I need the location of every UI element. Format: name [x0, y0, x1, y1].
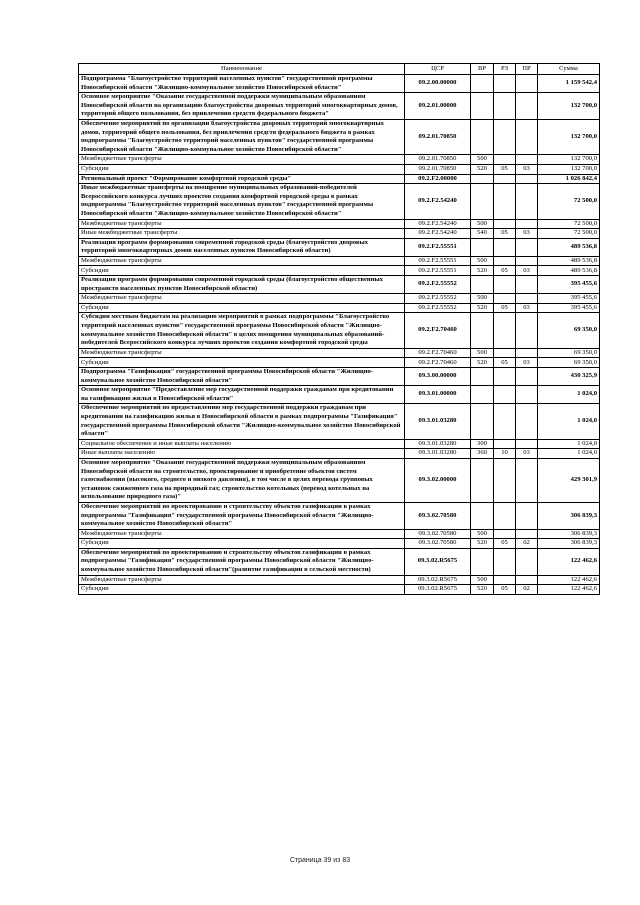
header-pr: ПР [516, 64, 538, 75]
cell-sum: 1 024,0 [538, 449, 600, 459]
table-row [79, 548, 600, 575]
cell-name: Подпрограмма "Газификация" государственной программы Новосибирской области "Жилищно-коммунальное хозяйство Новосибирской области" [79, 368, 405, 386]
cell-name: Реализация программ формирования современной городской среды (благоустройство дворовых территорий многоквартирных домов населенных пунктов Новосибирской области) [79, 238, 405, 256]
cell-vr: 500 [471, 294, 494, 304]
cell-csr: 09.3.01.03280 [405, 439, 471, 449]
cell-rz: 05 [494, 266, 516, 276]
cell-csr: 09.2.F2.54240 [405, 184, 471, 219]
cell-name: Межбюджетные трансферты [79, 155, 405, 165]
table-row [79, 238, 600, 256]
cell-pr [516, 386, 538, 404]
header-name: Наименование [79, 64, 405, 75]
cell-vr: 520 [471, 303, 494, 313]
cell-rz: 05 [494, 303, 516, 313]
cell-sum: 132 700,0 [538, 119, 600, 154]
cell-vr: 520 [471, 585, 494, 595]
cell-sum: 1 024,0 [538, 386, 600, 404]
cell-sum: 395 455,6 [538, 276, 600, 294]
table-row [79, 404, 600, 439]
cell-csr: 09.3.02.R5675 [405, 548, 471, 575]
cell-rz: 05 [494, 164, 516, 174]
cell-name: Основное мероприятие "Предоставление мер государственной поддержки гражданам при кредитовании на газификацию жилья в Новосибирской области" [79, 386, 405, 404]
cell-name: Субсидии [79, 303, 405, 313]
table-header-row [79, 64, 600, 75]
cell-vr [471, 458, 494, 502]
cell-sum: 69 350,0 [538, 348, 600, 358]
table-row [79, 164, 600, 174]
cell-vr [471, 238, 494, 256]
cell-rz [494, 575, 516, 585]
cell-csr: 09.3.02.R5675 [405, 575, 471, 585]
cell-name: Субсидии [79, 358, 405, 368]
cell-name: Региональный проект "Формирование комфортной городской среды" [79, 174, 405, 184]
cell-csr: 09.2.F2.00000 [405, 174, 471, 184]
cell-rz [494, 548, 516, 575]
cell-pr [516, 548, 538, 575]
cell-rz: 05 [494, 539, 516, 549]
cell-rz [494, 386, 516, 404]
cell-pr [516, 458, 538, 502]
cell-pr [516, 439, 538, 449]
table-row [79, 256, 600, 266]
cell-pr [516, 238, 538, 256]
cell-sum: 1 026 842,4 [538, 174, 600, 184]
table-row [79, 529, 600, 539]
cell-name: Субсидии [79, 266, 405, 276]
cell-csr: 09.3.02.70580 [405, 539, 471, 549]
cell-vr: 360 [471, 449, 494, 459]
cell-csr: 09.2.F2.55551 [405, 266, 471, 276]
cell-sum: 132 700,0 [538, 155, 600, 165]
cell-csr: 09.3.00.00000 [405, 368, 471, 386]
cell-csr: 09.3.02.70580 [405, 502, 471, 529]
cell-csr: 09.3.02.70580 [405, 529, 471, 539]
cell-pr: 03 [516, 229, 538, 239]
cell-rz [494, 294, 516, 304]
cell-pr [516, 348, 538, 358]
table-row [79, 585, 600, 595]
cell-rz [494, 219, 516, 229]
cell-name: Межбюджетные трансферты [79, 256, 405, 266]
cell-vr: 520 [471, 539, 494, 549]
table-row [79, 386, 600, 404]
table-row [79, 439, 600, 449]
cell-csr: 09.2.01.00000 [405, 93, 471, 120]
cell-rz [494, 184, 516, 219]
cell-sum: 429 301,9 [538, 458, 600, 502]
cell-vr [471, 184, 494, 219]
cell-vr: 300 [471, 439, 494, 449]
table-row [79, 93, 600, 120]
cell-sum: 72 500,0 [538, 184, 600, 219]
cell-sum: 306 839,3 [538, 539, 600, 549]
cell-csr: 09.2.00.00000 [405, 75, 471, 93]
cell-rz [494, 348, 516, 358]
header-csr: ЦСР [405, 64, 471, 75]
cell-rz [494, 368, 516, 386]
cell-csr: 09.2.01.70850 [405, 164, 471, 174]
cell-vr: 500 [471, 575, 494, 585]
cell-csr: 09.3.01.03280 [405, 404, 471, 439]
cell-name: Межбюджетные трансферты [79, 348, 405, 358]
cell-vr: 500 [471, 155, 494, 165]
cell-sum: 306 839,3 [538, 529, 600, 539]
cell-name: Межбюджетные трансферты [79, 529, 405, 539]
cell-csr: 09.2.01.70850 [405, 155, 471, 165]
cell-pr [516, 174, 538, 184]
cell-rz [494, 155, 516, 165]
table-row [79, 174, 600, 184]
table-row [79, 266, 600, 276]
cell-vr [471, 548, 494, 575]
cell-pr [516, 93, 538, 120]
cell-vr [471, 119, 494, 154]
cell-pr [516, 119, 538, 154]
cell-sum: 72 500,0 [538, 219, 600, 229]
cell-rz [494, 502, 516, 529]
cell-csr: 09.2.F2.55552 [405, 276, 471, 294]
cell-pr [516, 219, 538, 229]
cell-csr: 09.2.F2.70460 [405, 313, 471, 348]
table-row [79, 502, 600, 529]
table-row [79, 75, 600, 93]
cell-csr: 09.3.01.00000 [405, 386, 471, 404]
cell-pr: 03 [516, 266, 538, 276]
cell-pr [516, 502, 538, 529]
table-body [79, 75, 600, 595]
cell-csr: 09.2.F2.70460 [405, 348, 471, 358]
cell-pr [516, 313, 538, 348]
table-row [79, 276, 600, 294]
cell-vr [471, 174, 494, 184]
cell-name: Обеспечение мероприятий по организации благоустройства дворовых территорий многоквартирных домов, территорий общего пользования, без привлечения средств федерального бюджета в рамках подпрограммы "Благоустройство территорий населенных пунктов" государственной программы Новосибирской области "Жилищно-коммунальное хозяйство Новосибирской области" [79, 119, 405, 154]
cell-sum: 122 462,6 [538, 585, 600, 595]
cell-vr: 500 [471, 219, 494, 229]
cell-rz [494, 75, 516, 93]
cell-pr [516, 75, 538, 93]
cell-name: Межбюджетные трансферты [79, 575, 405, 585]
cell-vr [471, 404, 494, 439]
cell-sum: 489 536,8 [538, 238, 600, 256]
header-sum: Сумма [538, 64, 600, 75]
cell-sum: 1 024,0 [538, 439, 600, 449]
page-footer: Страница 39 из 83 [289, 857, 351, 864]
cell-csr: 09.3.02.00000 [405, 458, 471, 502]
cell-rz [494, 119, 516, 154]
cell-name: Субсидии [79, 585, 405, 595]
cell-pr: 03 [516, 164, 538, 174]
cell-sum: 395 455,6 [538, 294, 600, 304]
cell-rz [494, 276, 516, 294]
cell-sum: 395 455,6 [538, 303, 600, 313]
cell-vr [471, 313, 494, 348]
cell-vr: 500 [471, 529, 494, 539]
cell-pr [516, 529, 538, 539]
cell-rz [494, 256, 516, 266]
cell-name: Иные выплаты населению [79, 449, 405, 459]
cell-sum: 69 350,0 [538, 313, 600, 348]
cell-pr [516, 155, 538, 165]
table-row [79, 358, 600, 368]
cell-csr: 09.2.F2.55551 [405, 256, 471, 266]
cell-name: Субсидии [79, 164, 405, 174]
cell-vr [471, 502, 494, 529]
cell-csr: 09.2.F2.55551 [405, 238, 471, 256]
cell-csr: 09.3.02.R5675 [405, 585, 471, 595]
cell-name: Субсидии местным бюджетам на реализацию мероприятий в рамках подпрограммы "Благоустройство территорий населенных пунктов" государственной программы Новосибирской области "Жилищно-коммунальное хозяйство Новосибирской области" в целях поощрения муниципальных образований-победителей Всероссийского конкурса лучших проектов создания комфортной городской среды [79, 313, 405, 348]
cell-pr: 02 [516, 539, 538, 549]
cell-sum: 306 839,3 [538, 502, 600, 529]
table-row [79, 458, 600, 502]
cell-name: Основное мероприятие "Оказание государственной поддержки муниципальным образованиям Новосибирской области на строительство, проектирование и приобретение объектов систем газоснабжения (высокого, среднего и низкого давления), в том числе в целях перевода групповых установок сжиженного газа на природный газ; строительство котельных (перевод котельных на использование природного газа)" [79, 458, 405, 502]
cell-vr: 520 [471, 358, 494, 368]
cell-sum: 430 325,9 [538, 368, 600, 386]
cell-vr [471, 75, 494, 93]
header-vr: ВР [471, 64, 494, 75]
table-row [79, 184, 600, 219]
cell-pr [516, 276, 538, 294]
cell-rz: 05 [494, 229, 516, 239]
table-row [79, 313, 600, 348]
cell-rz [494, 313, 516, 348]
cell-name: Обеспечение мероприятий по проектированию и строительству объектов газификации в рамках подпрограммы "Газификация" государственной программы Новосибирской области "Жилищно-коммунальное хозяйство Новосибирской области"(развитие газификации в сельской местности) [79, 548, 405, 575]
cell-name: Межбюджетные трансферты [79, 294, 405, 304]
table-row [79, 155, 600, 165]
cell-rz [494, 439, 516, 449]
header-rz: РЗ [494, 64, 516, 75]
cell-name: Иные межбюджетные трансферты [79, 229, 405, 239]
cell-rz: 10 [494, 449, 516, 459]
cell-sum: 1 159 542,4 [538, 75, 600, 93]
cell-name: Основное мероприятие "Оказание государственной поддержки муниципальным образованиям Новосибирской области на организацию благоустройства дворовых территорий многоквартирных домов, территорий общего пользования, без привлечения средств федерального бюджета" [79, 93, 405, 120]
cell-csr: 09.2.01.70850 [405, 119, 471, 154]
cell-pr [516, 575, 538, 585]
cell-csr: 09.2.F2.54240 [405, 229, 471, 239]
cell-vr [471, 368, 494, 386]
cell-pr: 02 [516, 585, 538, 595]
cell-vr [471, 93, 494, 120]
cell-rz [494, 238, 516, 256]
cell-sum: 122 462,6 [538, 548, 600, 575]
cell-csr: 09.2.F2.55552 [405, 303, 471, 313]
cell-sum: 489 536,8 [538, 256, 600, 266]
cell-pr [516, 256, 538, 266]
cell-name: Реализация программ формирования современной городской среды (благоустройство общественных пространств населенных пунктов Новосибирской области) [79, 276, 405, 294]
cell-sum: 69 350,0 [538, 358, 600, 368]
cell-rz [494, 174, 516, 184]
table-row [79, 449, 600, 459]
cell-pr [516, 368, 538, 386]
budget-table [78, 63, 600, 595]
cell-sum: 489 536,8 [538, 266, 600, 276]
cell-sum: 72 500,0 [538, 229, 600, 239]
table-row [79, 368, 600, 386]
cell-vr [471, 386, 494, 404]
cell-name: Межбюджетные трансферты [79, 219, 405, 229]
cell-vr: 500 [471, 348, 494, 358]
table-row [79, 348, 600, 358]
table-row [79, 539, 600, 549]
cell-pr: 03 [516, 449, 538, 459]
cell-sum: 132 700,0 [538, 93, 600, 120]
cell-pr [516, 294, 538, 304]
table-row [79, 303, 600, 313]
table-row [79, 219, 600, 229]
cell-csr: 09.3.01.03280 [405, 449, 471, 459]
table-row [79, 575, 600, 585]
cell-rz: 05 [494, 585, 516, 595]
cell-pr [516, 184, 538, 219]
table-row [79, 229, 600, 239]
cell-vr: 540 [471, 229, 494, 239]
cell-sum: 132 700,0 [538, 164, 600, 174]
cell-vr [471, 276, 494, 294]
cell-csr: 09.2.F2.70460 [405, 358, 471, 368]
cell-vr: 500 [471, 256, 494, 266]
cell-rz [494, 458, 516, 502]
cell-pr [516, 404, 538, 439]
table-row [79, 119, 600, 154]
cell-sum: 1 024,0 [538, 404, 600, 439]
cell-rz [494, 93, 516, 120]
cell-vr: 520 [471, 266, 494, 276]
cell-name: Иные межбюджетные трансферты на поощрение муниципальных образований-победителей Всероссийского конкурса лучших проектов создания комфортной городской среды в рамках подпрограммы "Благоустройство территорий населенных пунктов" государственной программы Новосибирской области "Жилищно-коммунальное хозяйство Новосибирской области" [79, 184, 405, 219]
cell-csr: 09.2.F2.54240 [405, 219, 471, 229]
cell-rz: 05 [494, 358, 516, 368]
document-sheet [78, 63, 599, 595]
cell-name: Подпрограмма "Благоустройство территорий населенных пунктов" государственной программы Новосибирской области "Жилищно-коммунальное хозяйство Новосибирской области" [79, 75, 405, 93]
cell-pr: 03 [516, 303, 538, 313]
cell-name: Обеспечение мероприятий по проектированию и строительству объектов газификации в рамках подпрограммы "Газификация" государственной программы Новосибирской области "Жилищно-коммунальное хозяйство Новосибирской области" [79, 502, 405, 529]
cell-name: Субсидии [79, 539, 405, 549]
cell-name: Социальное обеспечение и иные выплаты населению [79, 439, 405, 449]
cell-pr: 03 [516, 358, 538, 368]
cell-rz [494, 529, 516, 539]
cell-name: Обеспечение мероприятий по предоставлению мер государственной поддержки гражданам при кредитовании на газификацию жилья в Новосибирской области в рамках подпрограммы "Газификация" государственной программы Новосибирской области "Жилищно-коммунальное хозяйство Новосибирской области" [79, 404, 405, 439]
table-row [79, 294, 600, 304]
cell-sum: 122 462,6 [538, 575, 600, 585]
cell-csr: 09.2.F2.55552 [405, 294, 471, 304]
cell-vr: 520 [471, 164, 494, 174]
cell-rz [494, 404, 516, 439]
